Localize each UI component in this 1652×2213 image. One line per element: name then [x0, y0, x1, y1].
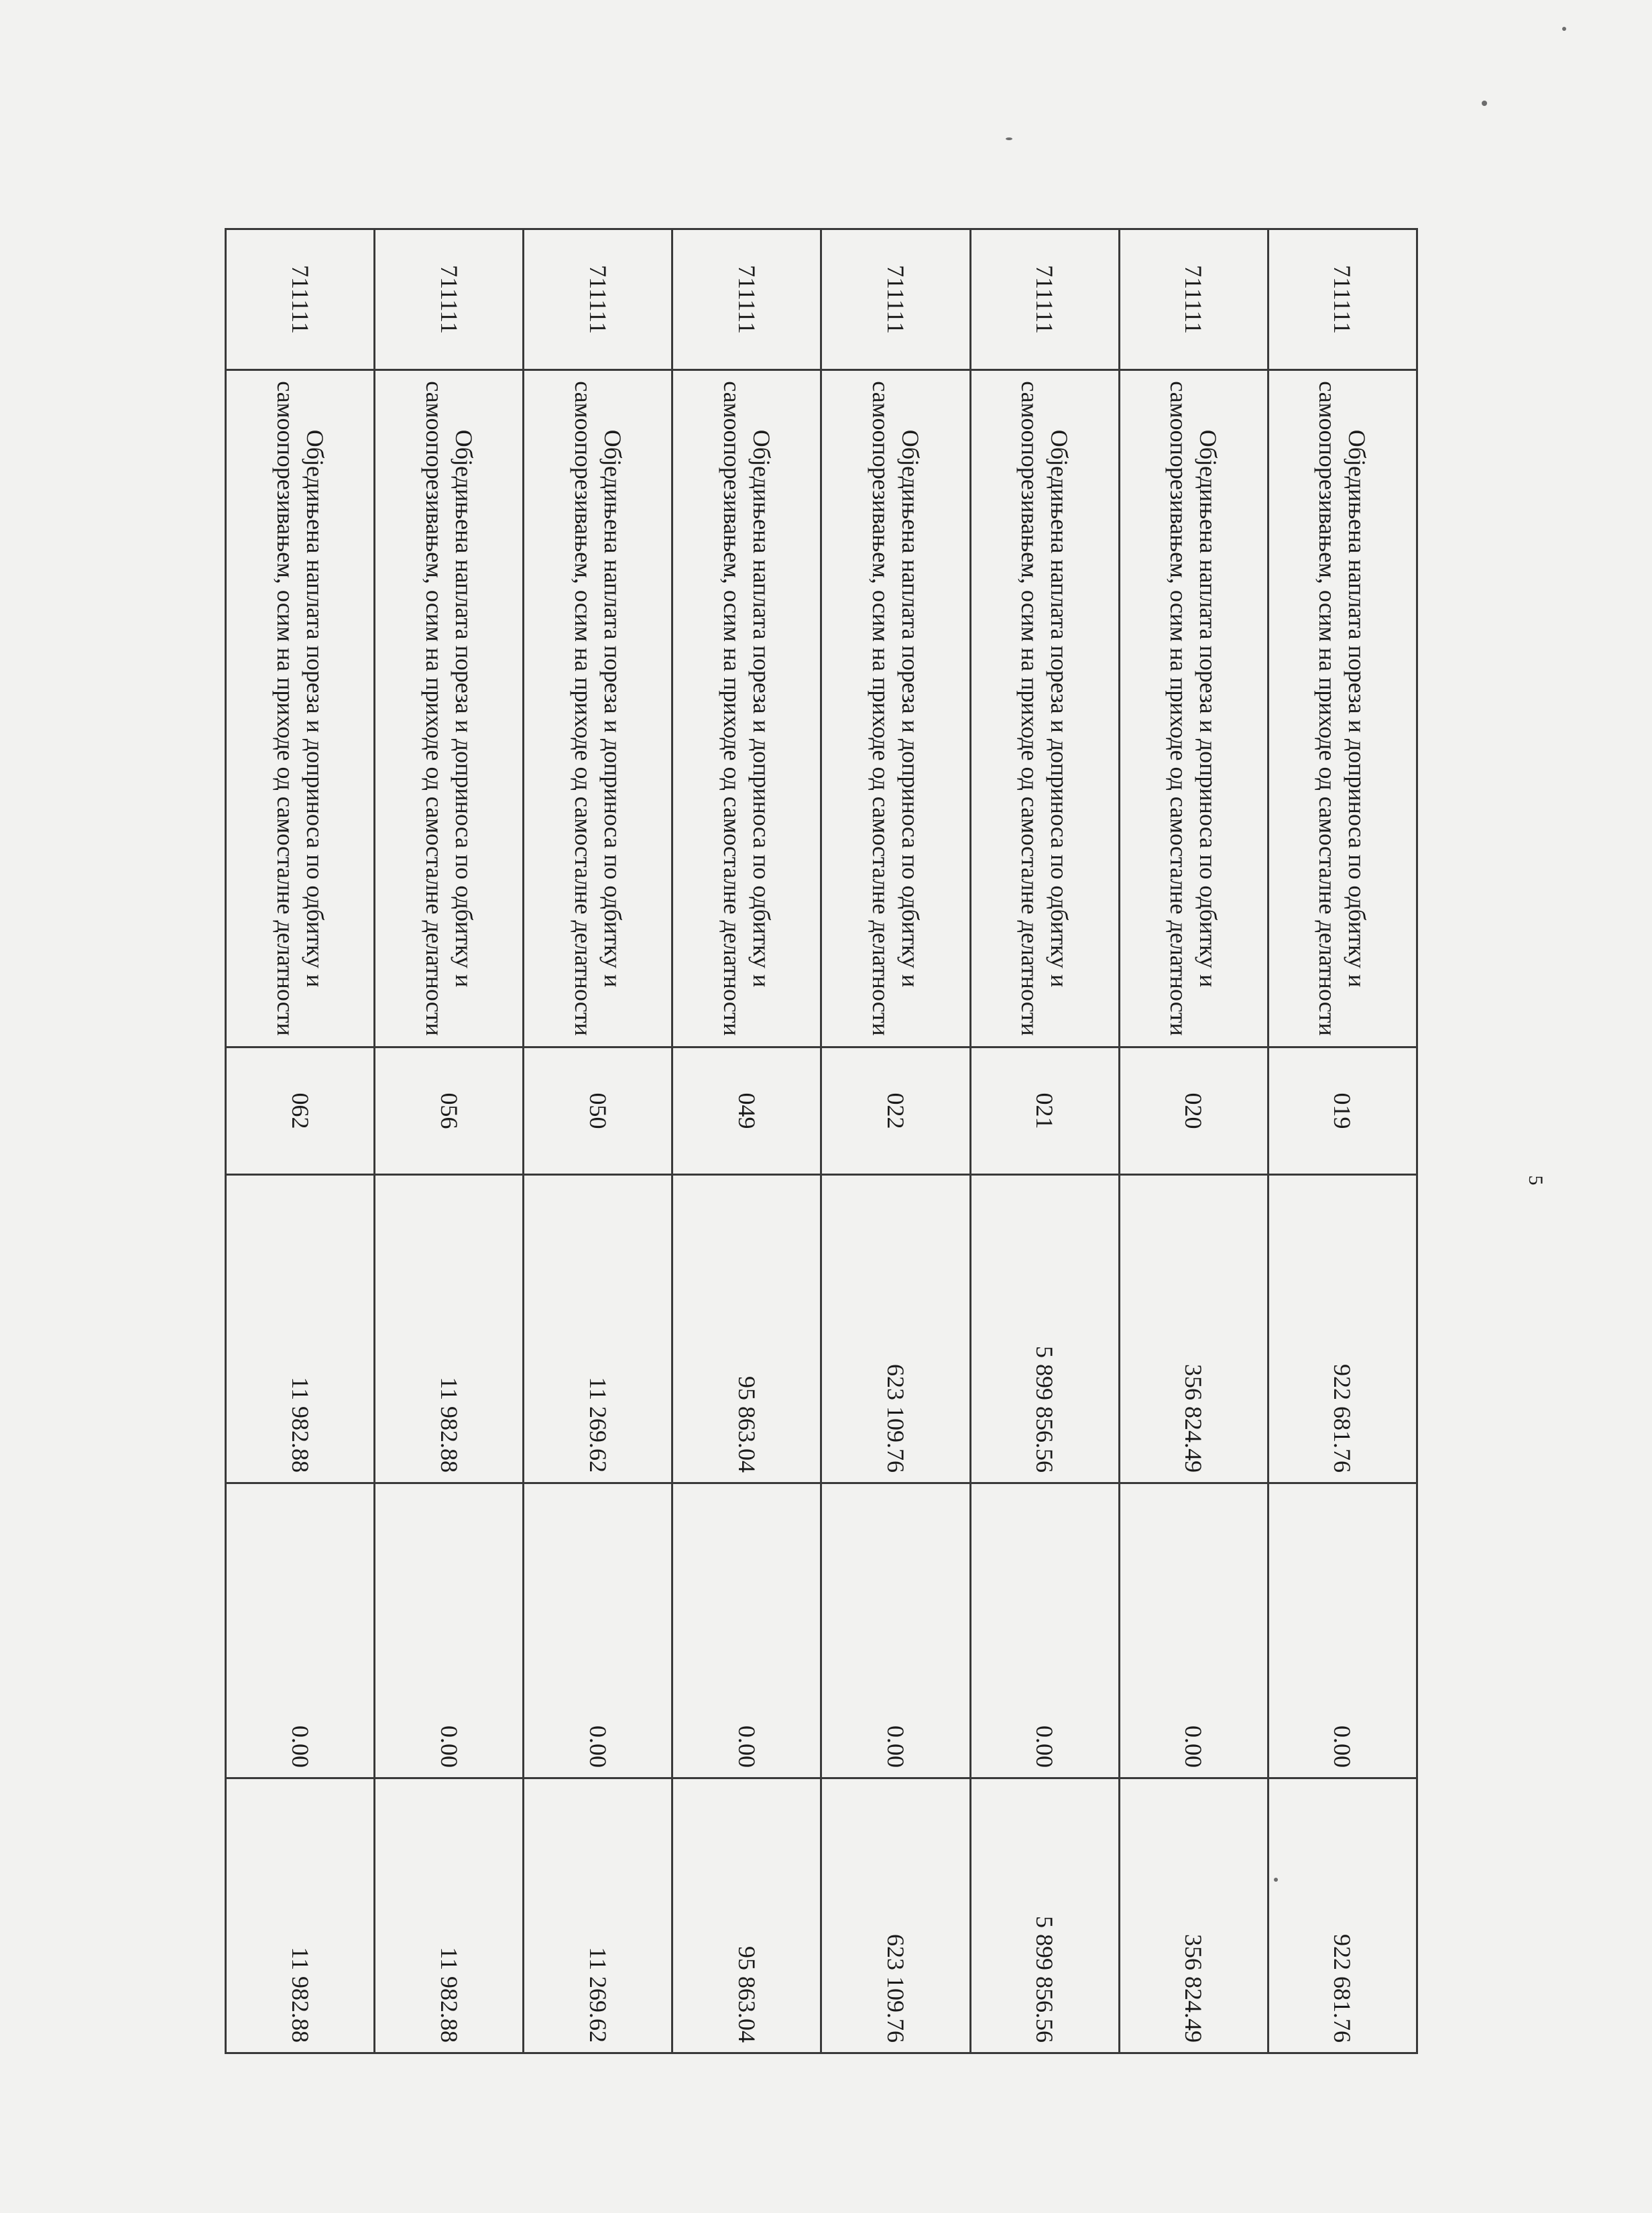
- account-cell: 711111: [672, 229, 821, 370]
- table-row: [970, 229, 1119, 2053]
- account-cell: 711111: [970, 229, 1119, 370]
- total-cell: 623 109.76: [821, 1778, 970, 2053]
- code-cell: 021: [970, 1047, 1119, 1175]
- description-cell: Обједињена наплата пореза и доприноса по одбитку и самоопорезивањем, осим на приходе од самосталне делатности: [1119, 370, 1268, 1047]
- table-row: [1119, 229, 1268, 2053]
- table-row: [821, 229, 970, 2053]
- amount-cell: 11 982.88: [226, 1175, 375, 1483]
- total-cell: 11 982.88: [226, 1778, 375, 2053]
- account-cell: 711111: [524, 229, 672, 370]
- table-row: [226, 229, 375, 2053]
- page-number: 5: [1525, 1175, 1547, 1186]
- table-row: [1268, 229, 1417, 2053]
- description-cell: Обједињена наплата пореза и доприноса по одбитку и самоопорезивањем, осим на приходе од самосталне делатности: [226, 370, 375, 1047]
- zero-cell: 0.00: [375, 1483, 524, 1778]
- code-cell: 056: [375, 1047, 524, 1175]
- zero-cell: 0.00: [1268, 1483, 1417, 1778]
- amount-cell: 623 109.76: [821, 1175, 970, 1483]
- description-cell: Обједињена наплата пореза и доприноса по одбитку и самоопорезивањем, осим на приходе од самосталне делатности: [970, 370, 1119, 1047]
- zero-cell: 0.00: [524, 1483, 672, 1778]
- account-cell: 711111: [821, 229, 970, 370]
- amount-cell: 356 824.49: [1119, 1175, 1268, 1483]
- account-cell: 711111: [1119, 229, 1268, 370]
- description-cell: Обједињена наплата пореза и доприноса по одбитку и самоопорезивањем, осим на приходе од самосталне делатности: [1268, 370, 1417, 1047]
- account-cell: 711111: [1268, 229, 1417, 370]
- scan-speck: [1562, 27, 1566, 31]
- total-cell: 11 269.62: [524, 1778, 672, 2053]
- zero-cell: 0.00: [1119, 1483, 1268, 1778]
- code-cell: 019: [1268, 1047, 1417, 1175]
- code-cell: 049: [672, 1047, 821, 1175]
- description-cell: Обједињена наплата пореза и доприноса по одбитку и самоопорезивањем, осим на приходе од самосталне делатности: [672, 370, 821, 1047]
- zero-cell: 0.00: [821, 1483, 970, 1778]
- scan-speck: [1274, 1878, 1278, 1882]
- amount-cell: 11 269.62: [524, 1175, 672, 1483]
- account-cell: 711111: [375, 229, 524, 370]
- total-cell: 5 899 856.56: [970, 1778, 1119, 2053]
- code-cell: 020: [1119, 1047, 1268, 1175]
- table-row: [524, 229, 672, 2053]
- scan-speck: [1006, 137, 1012, 140]
- total-cell: 356 824.49: [1119, 1778, 1268, 2053]
- zero-cell: 0.00: [226, 1483, 375, 1778]
- table-container: [225, 228, 1418, 2052]
- code-cell: 050: [524, 1047, 672, 1175]
- total-cell: 922 681.76: [1268, 1778, 1417, 2053]
- amount-cell: 11 982.88: [375, 1175, 524, 1483]
- description-cell: Обједињена наплата пореза и доприноса по одбитку и самоопорезивањем, осим на приходе од самосталне делатности: [821, 370, 970, 1047]
- revenue-table: [225, 228, 1418, 2054]
- total-cell: 95 863.04: [672, 1778, 821, 2053]
- account-cell: 711111: [226, 229, 375, 370]
- zero-cell: 0.00: [970, 1483, 1119, 1778]
- scan-speck: [1482, 101, 1487, 106]
- code-cell: 062: [226, 1047, 375, 1175]
- table-row: [375, 229, 524, 2053]
- zero-cell: 0.00: [672, 1483, 821, 1778]
- description-cell: Обједињена наплата пореза и доприноса по одбитку и самоопорезивањем, осим на приходе од самосталне делатности: [524, 370, 672, 1047]
- amount-cell: 922 681.76: [1268, 1175, 1417, 1483]
- code-cell: 022: [821, 1047, 970, 1175]
- total-cell: 11 982.88: [375, 1778, 524, 2053]
- description-cell: Обједињена наплата пореза и доприноса по одбитку и самоопорезивањем, осим на приходе од самосталне делатности: [375, 370, 524, 1047]
- amount-cell: 5 899 856.56: [970, 1175, 1119, 1483]
- table-row: [672, 229, 821, 2053]
- amount-cell: 95 863.04: [672, 1175, 821, 1483]
